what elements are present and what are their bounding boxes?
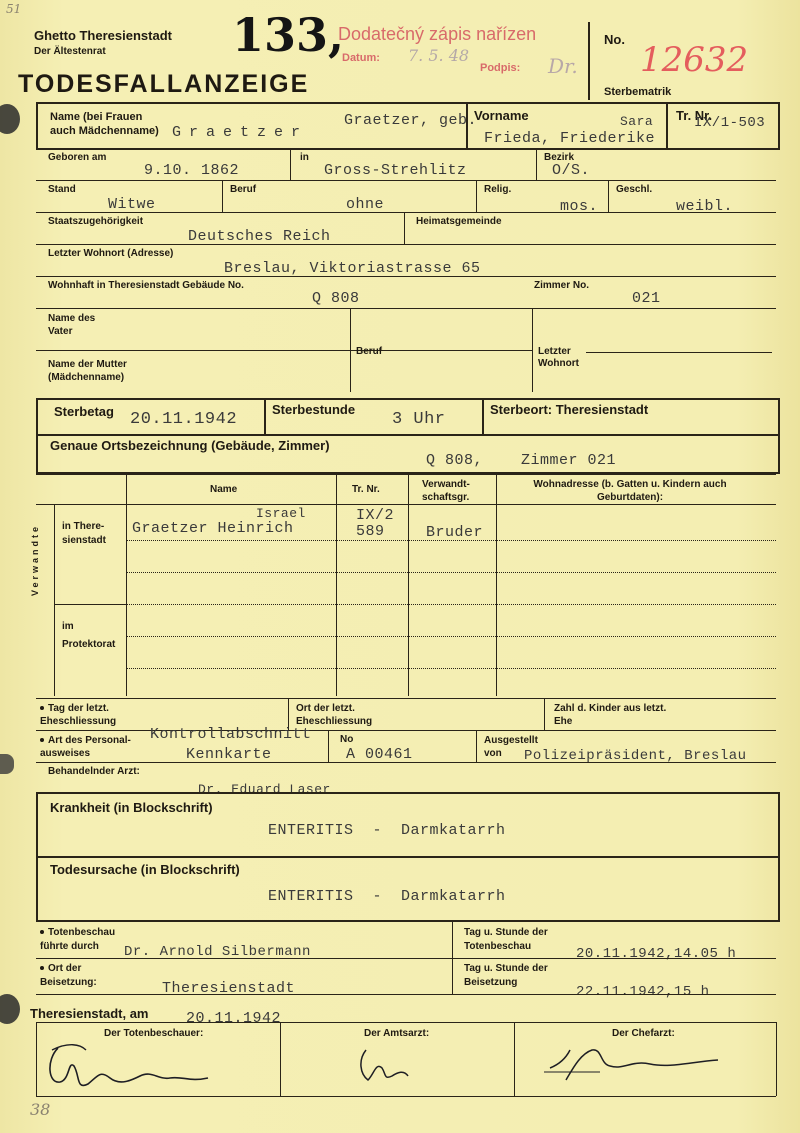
stamp-datum-value: 7. 5. 48 — [408, 46, 470, 65]
beisetzung-value: Theresienstadt — [162, 980, 296, 997]
vorname-label: Vorname — [474, 108, 529, 123]
todesursache-label: Todesursache (in Blockschrift) — [50, 862, 240, 877]
totenbeschau-label: Totenbeschau führte durch — [40, 927, 116, 952]
handwritten-number: 133, — [232, 8, 345, 62]
no-value: 12632 — [640, 40, 749, 80]
bezirk-value: O/S. — [552, 162, 591, 179]
ortsbez-label: Genaue Ortsbezeichnung (Gebäude, Zimmer) — [50, 438, 330, 453]
signature-chefarzt — [540, 1040, 740, 1090]
beisetzung-label: Ort der Beisetzung: — [40, 963, 97, 988]
stand-value: Witwe — [108, 196, 156, 213]
ort-ehe-label: Ort der letzt. Eheschliessung — [296, 703, 373, 727]
sterbestunde-value: 3 Uhr — [392, 410, 446, 429]
wohnort-value: Breslau, Viktoriastrasse 65 — [224, 260, 481, 277]
vater-label: Name des Vater — [48, 313, 96, 337]
sig1-label: Der Totenbeschauer: — [104, 1028, 204, 1039]
org-line-1: Ghetto Theresienstadt — [34, 28, 172, 43]
stamp-podpis-label: Podpis: — [480, 62, 521, 74]
ausweis-label: Art des Personal-ausweises — [40, 735, 131, 759]
no-label: No. — [604, 32, 625, 47]
letzter-wohnort-label: Letzter Wohnort — [538, 346, 579, 369]
staats-value: Deutsches Reich — [188, 228, 331, 245]
relative-name: Graetzer Heinrich — [132, 520, 294, 537]
heimat-label: Heimatsgemeinde — [416, 216, 502, 227]
place-date-label: Theresienstadt, am — [30, 1006, 149, 1021]
geboren-label: Geboren am — [48, 152, 107, 163]
vorname-value: Frieda, Friederike — [484, 130, 656, 147]
beruf2-label: Beruf — [356, 346, 383, 357]
sterbeort-label: Sterbeort: Theresienstadt — [490, 402, 649, 417]
arzt-label: Behandelnder Arzt: — [48, 766, 140, 777]
krankheit-label: Krankheit (in Blockschrift) — [50, 800, 213, 815]
ausgestellt-label: Ausgestellt von — [484, 735, 538, 759]
sterbetag-value: 20.11.1942 — [130, 410, 238, 429]
org-line-2: Der Ältestenrat — [34, 46, 106, 57]
sig2-label: Der Amtsarzt: — [364, 1028, 430, 1039]
zimmer-value: 021 — [632, 290, 661, 307]
stand-label: Stand — [48, 184, 76, 195]
tag-beisetzung-value: 22.11.1942,15 h — [576, 984, 710, 1000]
mutter-label: Name der Mutter (Mädchenname) — [48, 359, 127, 383]
beruf-value: ohne — [346, 196, 385, 213]
col-trnr-header: Tr. Nr. — [352, 484, 380, 495]
name-value: Graetzer — [172, 124, 309, 141]
wohnhaft-value: Q 808 — [312, 290, 360, 307]
col-adresse-header: Wohnadresse (b. Gatten u. Kindern auch Geburtdaten): — [533, 479, 727, 503]
col-name-header: Name — [210, 484, 238, 495]
name-label: Name (bei Frauen auch Mädchenname) — [50, 111, 159, 137]
wohnhaft-label: Wohnhaft in Theresienstadt Gebäude No. — [48, 280, 244, 291]
tag-ehe-label: Tag der letzt. Eheschliessung — [40, 703, 117, 727]
col-verw-header: Verwandt-schaftsgr. — [422, 479, 470, 503]
relative-trnr: IX/2 589 — [356, 507, 395, 540]
signature-totenbeschauer — [40, 1036, 240, 1096]
sterbestunde-label: Sterbestunde — [272, 402, 356, 417]
margin-note-top: 51 — [6, 2, 22, 16]
sig3-label: Der Chefarzt: — [612, 1028, 675, 1039]
stamp-signature: Dr. — [548, 54, 578, 78]
sterbetag-label: Sterbetag — [54, 404, 114, 419]
im-prot-label: im Protektorat — [62, 621, 116, 650]
in-value: Gross-Strehlitz — [324, 162, 467, 179]
place-date-value: 20.11.1942 — [186, 1010, 282, 1027]
tag-beisetzung-label: Tag u. Stunde der Beisetzung — [464, 963, 548, 988]
zahl-kinder-label: Zahl d. Kinder aus letzt. Ehe — [554, 703, 667, 727]
verwandte-side-label: Verwandte — [30, 523, 40, 596]
signature-amtsarzt — [352, 1040, 432, 1090]
arzt-value: Dr. Eduard Laser — [198, 782, 331, 797]
bezirk-label: Bezirk — [544, 152, 575, 163]
todesursache-value: ENTERITIS - Darmkatarrh — [268, 888, 506, 905]
ausgestellt-value: Polizeipräsident, Breslau — [524, 748, 747, 764]
punch-hole-top — [0, 104, 20, 134]
krankheit-value: ENTERITIS - Darmkatarrh — [268, 822, 506, 839]
in-there-label: in There-sienstadt — [62, 521, 106, 546]
in-label: in — [300, 152, 309, 163]
punch-hole-bottom — [0, 994, 20, 1024]
totenbeschau-value: Dr. Arnold Silbermann — [124, 944, 311, 960]
sterbematrik-label: Sterbematrik — [604, 86, 672, 98]
geboren-value: 9.10. 1862 — [144, 162, 240, 179]
geschl-label: Geschl. — [616, 184, 653, 195]
ortsbez-value: Q 808, Zimmer 021 — [426, 452, 617, 469]
beruf-label: Beruf — [230, 184, 257, 195]
form-title: TODESFALLANZEIGE — [18, 70, 310, 98]
staats-label: Staatszugehörigkeit — [48, 216, 144, 227]
stamp-datum-label: Datum: — [342, 52, 380, 64]
stamp-line-1: Dodatečný zápis nařízen — [338, 24, 537, 44]
relative-verw: Bruder — [426, 524, 484, 541]
ausweis-value: Kennkarte — [186, 746, 272, 763]
geschl-value: weibl. — [676, 198, 734, 215]
vorname-extra: Sara — [620, 114, 654, 129]
relig-value: mos. — [560, 198, 599, 215]
edge-mark — [0, 754, 14, 774]
relig-label: Relig. — [484, 184, 512, 195]
zimmer-label: Zimmer No. — [534, 280, 590, 291]
ausweis-extra: Kontrollabschnitt — [150, 726, 312, 743]
name-geb: Graetzer, geb. — [344, 112, 478, 129]
relative-name-extra: Israel — [256, 506, 306, 521]
wohnort-label: Letzter Wohnort (Adresse) — [48, 248, 174, 259]
tag-totenbeschau-value: 20.11.1942,14.05 h — [576, 946, 737, 962]
margin-note-bottom: 38 — [30, 1100, 51, 1119]
ausweis-no-value: A 00461 — [346, 746, 413, 763]
ausweis-no-label: No — [340, 734, 354, 745]
tag-totenbeschau-label: Tag u. Stunde der Totenbeschau — [464, 927, 548, 952]
trnr-label: Tr. Nr. — [676, 108, 713, 123]
trnr-value: IX/1-503 — [694, 115, 766, 131]
